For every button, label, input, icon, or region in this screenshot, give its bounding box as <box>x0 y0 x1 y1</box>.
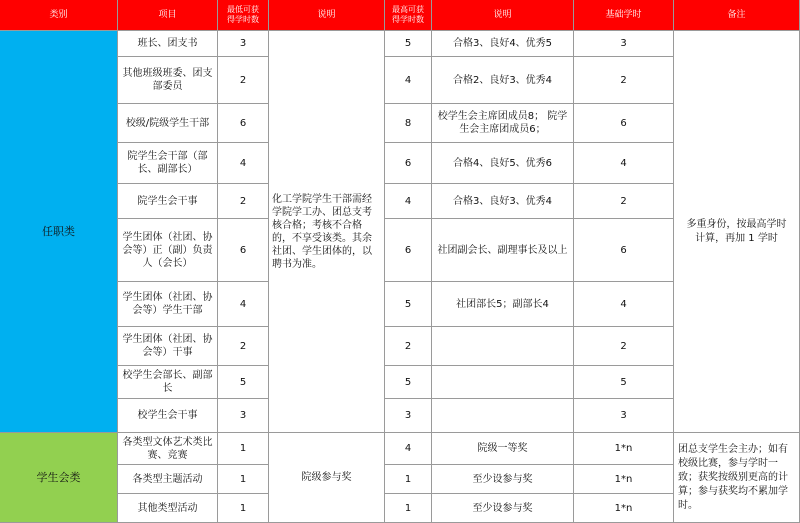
base-hours-cell[interactable]: 2 <box>574 327 674 366</box>
base-hours-cell[interactable]: 6 <box>574 104 674 143</box>
max-hours-cell[interactable]: 4 <box>385 57 432 104</box>
header-item[interactable]: 项目 <box>118 0 218 31</box>
item-cell[interactable]: 班长、团支书 <box>118 31 218 57</box>
category-student-union[interactable]: 学生会类 <box>0 433 118 523</box>
description-cell[interactable]: 合格3、良好4、优秀5 <box>432 31 574 57</box>
max-hours-cell[interactable]: 6 <box>385 219 432 282</box>
min-hours-cell[interactable]: 2 <box>218 57 269 104</box>
item-cell[interactable]: 院学生会干事 <box>118 184 218 219</box>
header-category[interactable]: 类别 <box>0 0 118 31</box>
category-office[interactable]: 任职类 <box>0 31 118 433</box>
base-hours-cell[interactable]: 1*n <box>574 494 674 523</box>
max-hours-cell[interactable]: 2 <box>385 327 432 366</box>
item-cell[interactable]: 校学生会部长、副部长 <box>118 366 218 399</box>
base-hours-cell[interactable]: 3 <box>574 31 674 57</box>
header-description-1[interactable]: 说明 <box>269 0 385 31</box>
min-hours-cell[interactable]: 1 <box>218 433 269 465</box>
description-cell[interactable]: 合格3、良好3、优秀4 <box>432 184 574 219</box>
description-cell[interactable]: 合格2、良好3、优秀4 <box>432 57 574 104</box>
min-hours-cell[interactable]: 5 <box>218 366 269 399</box>
description-cell[interactable]: 至少设参与奖 <box>432 494 574 523</box>
base-hours-cell[interactable]: 5 <box>574 366 674 399</box>
description-cell[interactable]: 合格4、良好5、优秀6 <box>432 143 574 184</box>
min-hours-cell[interactable]: 3 <box>218 399 269 433</box>
base-hours-cell[interactable]: 2 <box>574 57 674 104</box>
item-cell[interactable]: 学生团体（社团、协会等）正（副）负责人（会长） <box>118 219 218 282</box>
max-hours-cell[interactable]: 4 <box>385 433 432 465</box>
item-cell[interactable]: 学生团体（社团、协会等）干事 <box>118 327 218 366</box>
item-cell[interactable]: 其他班级班委、团支部委员 <box>118 57 218 104</box>
max-hours-cell[interactable]: 1 <box>385 494 432 523</box>
max-hours-cell[interactable]: 4 <box>385 184 432 219</box>
min-hours-cell[interactable]: 6 <box>218 219 269 282</box>
base-hours-cell[interactable]: 1*n <box>574 433 674 465</box>
description-cell[interactable] <box>432 399 574 433</box>
item-cell[interactable]: 院学生会干部（部长、副部长） <box>118 143 218 184</box>
office-description[interactable]: 化工学院学生干部需经学院学工办、团总支考核合格；考核不合格的，不享受该类。其余社团、学生团体的，以聘书为准。 <box>269 31 385 433</box>
min-hours-cell[interactable]: 3 <box>218 31 269 57</box>
min-hours-cell[interactable]: 4 <box>218 143 269 184</box>
base-hours-cell[interactable]: 4 <box>574 282 674 327</box>
item-cell[interactable]: 校学生会干事 <box>118 399 218 433</box>
item-cell[interactable]: 其他类型活动 <box>118 494 218 523</box>
base-hours-cell[interactable]: 1*n <box>574 465 674 494</box>
header-base-hours[interactable]: 基础学时 <box>574 0 674 31</box>
min-hours-cell[interactable]: 4 <box>218 282 269 327</box>
description-cell[interactable]: 至少设参与奖 <box>432 465 574 494</box>
max-hours-cell[interactable]: 1 <box>385 465 432 494</box>
office-remark[interactable]: 多重身份，按最高学时计算，再加 1 学时 <box>674 31 800 433</box>
header-min-hours[interactable]: 最低可获 得学时数 <box>218 0 269 31</box>
max-hours-cell[interactable]: 5 <box>385 31 432 57</box>
min-hours-cell[interactable]: 1 <box>218 465 269 494</box>
description-cell[interactable]: 社团副会长、副理事长及以上 <box>432 219 574 282</box>
max-hours-cell[interactable]: 5 <box>385 282 432 327</box>
header-description-2[interactable]: 说明 <box>432 0 574 31</box>
base-hours-cell[interactable]: 2 <box>574 184 674 219</box>
max-hours-cell[interactable]: 5 <box>385 366 432 399</box>
description-cell[interactable]: 院级一等奖 <box>432 433 574 465</box>
base-hours-cell[interactable]: 6 <box>574 219 674 282</box>
min-hours-cell[interactable]: 1 <box>218 494 269 523</box>
base-hours-cell[interactable]: 3 <box>574 399 674 433</box>
max-hours-cell[interactable]: 8 <box>385 104 432 143</box>
item-cell[interactable]: 学生团体（社团、协会等）学生干部 <box>118 282 218 327</box>
union-remark[interactable]: 团总支学生会主办；如有校级比赛，参与学时一致；获奖按级别更高的计算；参与获奖均不累加学时。 <box>674 433 800 523</box>
max-hours-cell[interactable]: 3 <box>385 399 432 433</box>
item-cell[interactable]: 各类型文体艺术类比赛、竞赛 <box>118 433 218 465</box>
description-cell[interactable] <box>432 327 574 366</box>
union-description[interactable]: 院级参与奖 <box>269 433 385 523</box>
min-hours-cell[interactable]: 2 <box>218 184 269 219</box>
item-cell[interactable]: 校级/院级学生干部 <box>118 104 218 143</box>
base-hours-cell[interactable]: 4 <box>574 143 674 184</box>
max-hours-cell[interactable]: 6 <box>385 143 432 184</box>
min-hours-cell[interactable]: 2 <box>218 327 269 366</box>
min-hours-cell[interactable]: 6 <box>218 104 269 143</box>
description-cell[interactable] <box>432 366 574 399</box>
description-cell[interactable]: 社团部长5；副部长4 <box>432 282 574 327</box>
description-cell[interactable]: 校学生会主席团成员8； 院学生会主席团成员6； <box>432 104 574 143</box>
header-remark[interactable]: 备注 <box>674 0 800 31</box>
header-max-hours[interactable]: 最高可获 得学时数 <box>385 0 432 31</box>
item-cell[interactable]: 各类型主题活动 <box>118 465 218 494</box>
